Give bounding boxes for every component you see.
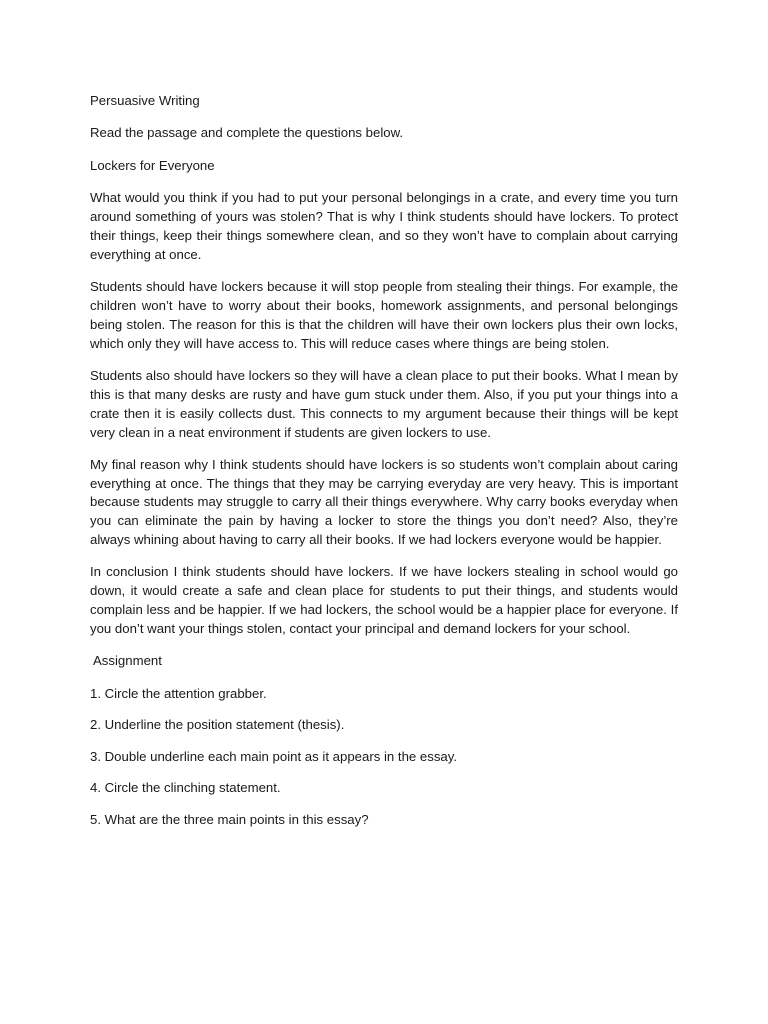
essay-paragraph-body-1: Students should have lockers because it will stop people from stealing their things. For example, the children won’t have to worry about their books, homework assignments, and personal belongings being stolen. The reason for this is that the children will have their own lockers plus their own locks, which only they will have access to. This will reduce cases where things are being stolen.	[90, 279, 678, 351]
document-page	[90, 92, 678, 842]
assignment-item: 1. Circle the attention grabber.	[90, 685, 267, 701]
assignment-item: 4. Circle the clinching statement.	[90, 780, 281, 796]
assignment-item: 5. What are the three main points in this essay?	[90, 811, 369, 827]
assignment-item: 2. Underline the position statement (thesis).	[90, 717, 345, 733]
assignment-item: 3. Double underline each main point as it appears in the essay.	[90, 748, 458, 764]
document-heading: Persuasive Writing	[90, 93, 200, 108]
essay-paragraph-body-3: My final reason why I think students should have lockers is so students won’t complain about caring everything at once. The things that they may be carrying everyday are very heavy. This is important because students may struggle to carry all their things everywhere. Why carry books everyday when you can eliminate the pain by having a locker to store the things you don’t need? Also, they’re always whining about having to carry all their books. If we had lockers everyone would be happier.	[90, 456, 678, 548]
essay-title: Lockers for Everyone	[90, 157, 215, 173]
instruction-text: Read the passage and complete the questions below.	[90, 125, 404, 141]
essay-paragraph-body-2: Students also should have lockers so they will have a clean place to put their books. What I mean by this is that many desks are rusty and have gum stuck under them. Also, if you put your things into a crate then it is easily collects dust. This connects to my argument because their things will be kept very clean in a neat environment if students are given lockers to use.	[90, 367, 678, 440]
assignment-heading: Assignment	[93, 653, 162, 669]
essay-paragraph-conclusion: In conclusion I think students should have lockers. If we have lockers stealing in school would go down, it would create a safe and clean place for students to put their things, and students would complain less and be happier. If we had lockers, the school would be a happier place for everyone. If you don’t want your things stolen, contact your principal and demand lockers for your school.	[90, 564, 678, 637]
essay-paragraph-introduction: What would you think if you had to put your personal belongings in a crate, and every time you turn around something of yours was stolen? That is why I think students should have lockers. To protect their things, keep their things somewhere clean, and so they won’t have to complain about carrying everything at once.	[90, 190, 678, 262]
